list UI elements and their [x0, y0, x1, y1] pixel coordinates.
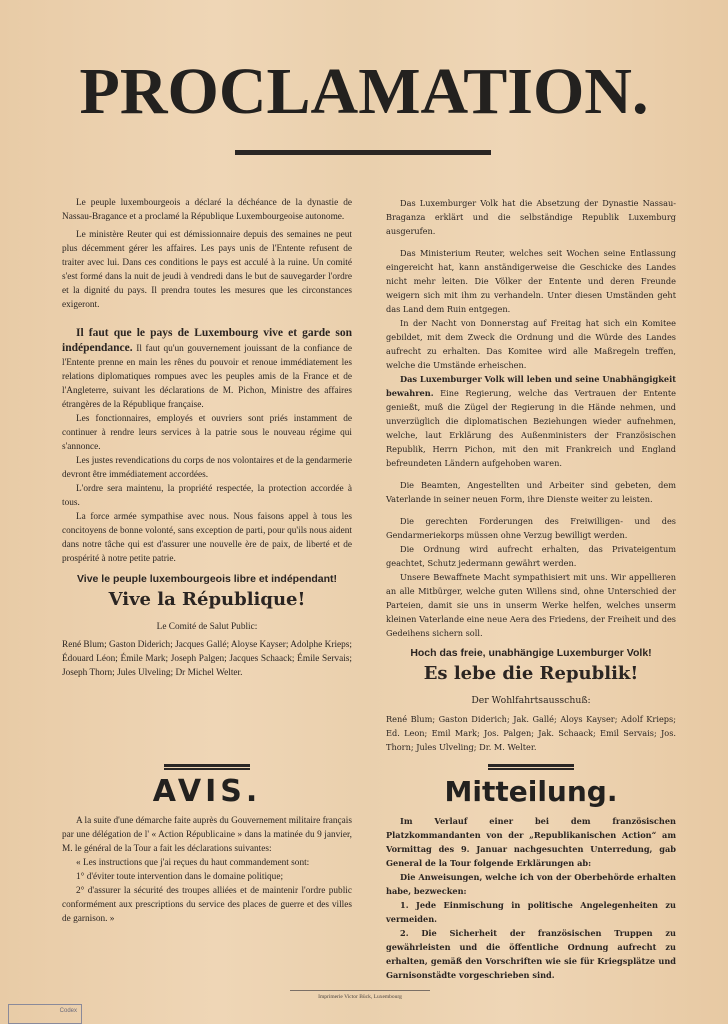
de-lead-bold: Das Luxemburger Volk will leben und seine Unabhängigkeit bewahren. — [386, 374, 676, 398]
avis-divider — [164, 764, 250, 770]
de-slogan: Hoch das freie, unabhängige Luxemburger Volk! — [410, 647, 652, 659]
mitteilung-paragraph: 2. Die Sicherheit der französischen Truppen zu gewährleisten und die öffentliche Ordnung aufrecht zu erhalten, gemäß den Vorschriften wie sie für Kriegsplätze und Garnisonstädte vorgeschrieben sind. — [386, 928, 676, 980]
mitteilung-body — [386, 814, 676, 982]
german-column — [386, 196, 676, 754]
fr-paragraph: Les fonctionnaires, employés et ouvriers sont priés instamment de continuer à rendre leurs services à la patrie sous le nouveau régime qui s'annonce. — [62, 414, 352, 452]
de-committee-names: René Blum; Gaston Diderich; Jak. Gallé; Aloys Kayser; Adolf Krieps; Ed. Leon; Emil Mark; Jos. Palgen; Jak. Schaack; Emil Servais; Jos. Thorn; Jules Ulveling; Dr. M. Welter. — [386, 714, 676, 752]
mitteilung-title: Mitteilung. — [444, 775, 618, 808]
de-paragraph: Die Beamten, Angestellten und Arbeiter sind gebeten, dem Vaterlande in seiner neuen Form, ihre Dienste weiter zu leisten. — [386, 480, 676, 504]
page-title: PROCLAMATION. — [79, 55, 649, 128]
fr-vive: Vive la République! — [108, 589, 306, 610]
avis-paragraph: A la suite d'une démarche faite auprès du Gouvernement militaire français par une délégation de l' « Action Républicaine » dans la matinée du 9 janvier, M. le général de la Tour a fait les déclarations suivantes: — [62, 816, 352, 854]
de-paragraph: Die Ordnung wird aufrecht erhalten, das Privateigentum geachtet, Schutz jedermann gewährt werden. — [386, 544, 676, 568]
fr-paragraph: Les justes revendications du corps de nos volontaires et de la gendarmerie devront être immédiatement accordées. — [62, 456, 352, 480]
de-lead-paragraph — [386, 372, 676, 470]
printer-imprint: Imprimerie Victor Bück, Luxembourg — [290, 990, 430, 1001]
avis-section — [62, 764, 352, 926]
fr-paragraph: Le ministère Reuter qui est démissionnaire depuis des semaines ne peut plus décemment gérer les affaires. Les pays unis de l'Entente refusent de traiter avec lui. Dans ces conditions le pays est acculé à la ruine. Un comité s'est formé dans la nuit de jeudi à vendredi dans le but de sauvegarder l'ordre et la dignité du pays. Il prendra toutes les mesures que les circonstances exigeront. — [62, 230, 352, 310]
mitteilung-paragraph: Im Verlauf einer bei dem französischen Platzkommandanten von der „Republikanischen Action“ am Vormittag des 9. Januar nachgesuchten Unterredung, gab General de la Tour folgende Erklärungen ab: — [386, 816, 676, 868]
proclamation-row — [62, 196, 676, 754]
de-lead-rest: Eine Regierung, welche das Vertrauen der Entente genießt, muß die Zügel der Regierung in die Hände nehmen, und unverzüglich die diplomatischen Beziehungen wieder aufnehmen, welche, laut Erklärung des Außenministers der Französischen Republik, Herrn Pichon, mit den mit Frankreich und England befreundeten Ländern aufgehoben waren. — [386, 388, 676, 468]
archive-stamp — [8, 1004, 82, 1024]
avis-paragraph: 2° d'assurer la sécurité des troupes alliées et de maintenir l'ordre public conformément aux prescriptions du service des places de guerre et des villes de garnison. » — [62, 886, 352, 924]
de-paragraph: Das Ministerium Reuter, welches seit Wochen seine Entlassung eingereicht hat, kann anständigerweise die Geschicke des Landes nicht mehr leiten. Die Völker der Entente und deren Freunde weigern sich mit ihm zu verhandeln. Unter diesen Umständen geht das Land dem Ruin entgegen. — [386, 248, 676, 314]
de-paragraph: Das Luxemburger Volk hat die Absetzung der Dynastie Nassau-Braganza erklärt und die selbständige Republik Luxemburg ausgerufen. — [386, 198, 676, 236]
de-vive: Es lebe die Republik! — [423, 663, 639, 684]
mitteilung-paragraph: 1. Jede Einmischung in politische Angelegenheiten zu vermeiden. — [386, 900, 676, 924]
avis-paragraph: « Les instructions que j'ai reçues du haut commandement sont: — [76, 858, 310, 868]
mitteilung-divider — [488, 764, 574, 770]
de-paragraph: In der Nacht von Donnerstag auf Freitag hat sich ein Komitee gebildet, mit dem Zweck die Ordnung und die Würde des Landes aufrecht zu erhalten. Das Komitee wird alle Maßregeln treffen, welche die Umstände erheischen. — [386, 318, 676, 370]
notice-row — [62, 764, 676, 982]
avis-paragraph: 1° d'éviter toute intervention dans le domaine politique; — [76, 872, 284, 882]
fr-committee-names: René Blum; Gaston Diderich; Jacques Gallé; Aloyse Kayser; Adolphe Krieps; Édouard Léon; Émile Mark; Joseph Palgen; Jacques Schaack; Émile Servais; Joseph Thorn; Jules Ulveling; Dr Michel Welter. — [62, 640, 352, 678]
stamp-text: Codex — [59, 1008, 77, 1014]
de-paragraph: Unsere Bewaffnete Macht sympathisiert mit uns. Wir appellieren an alle Mitbürger, welche guten Willens sind, ohne Unterschied der Parteien, damit sie uns in unserm Werke helfen, welches unserm kleinen Vaterlande eine neue Aera des Friedens, der Freiheit und des Gedeihens sichern soll. — [386, 572, 676, 638]
fr-lead-bold: Il faut que le pays de Luxembourg vive et garde son indépendance. — [62, 327, 352, 354]
fr-committee-heading: Le Comité de Salut Public: — [156, 622, 258, 632]
mitteilung-paragraph: Die Anweisungen, welche ich von der Oberbehörde erhalten habe, bezwecken: — [386, 872, 676, 896]
fr-paragraph: La force armée sympathise avec nous. Nous faisons appel à tous les concitoyens de bonne volonté, sans exception de parti, pour qu'ils nous aident dans notre tâche qui est d'assurer une nouvelle ère de paix, de liberté et de prospérité à notre petite patrie. — [62, 512, 352, 564]
de-paragraph: Die gerechten Forderungen des Freiwilligen- und des Gendarmeriekorps müssen ohne Verzug bewilligt werden. — [386, 516, 676, 540]
avis-body — [62, 814, 352, 926]
fr-paragraph: Le peuple luxembourgeois a déclaré la déchéance de la dynastie de Nassau-Bragance et a proclamé la République Luxembourgeoise autonome. — [62, 198, 352, 222]
mitteilung-section — [386, 764, 676, 982]
fr-lead-paragraph — [62, 326, 352, 412]
avis-title: AVIS. — [152, 774, 262, 809]
proclamation-body — [62, 196, 676, 982]
de-committee-heading: Der Wohlfahrtsausschuß: — [471, 695, 591, 706]
fr-slogan: Vive le peuple luxembourgeois libre et indépendant! — [76, 573, 338, 585]
fr-lead-rest: Il faut qu'un gouvernement jouissant de la confiance de l'Entente prenne en main les rênes du pouvoir et renoue immédiatement les relations diplomatiques rompues avec les peuples amis de la France et de l'Angleterre, suivant les déclarations de M. Pichon, Ministre des affaires étrangères de la République française. — [62, 344, 352, 410]
french-column — [62, 196, 352, 680]
fr-paragraph: L'ordre sera maintenu, la propriété respectée, la protection accordée à tous. — [62, 484, 352, 508]
title-divider — [235, 150, 491, 155]
